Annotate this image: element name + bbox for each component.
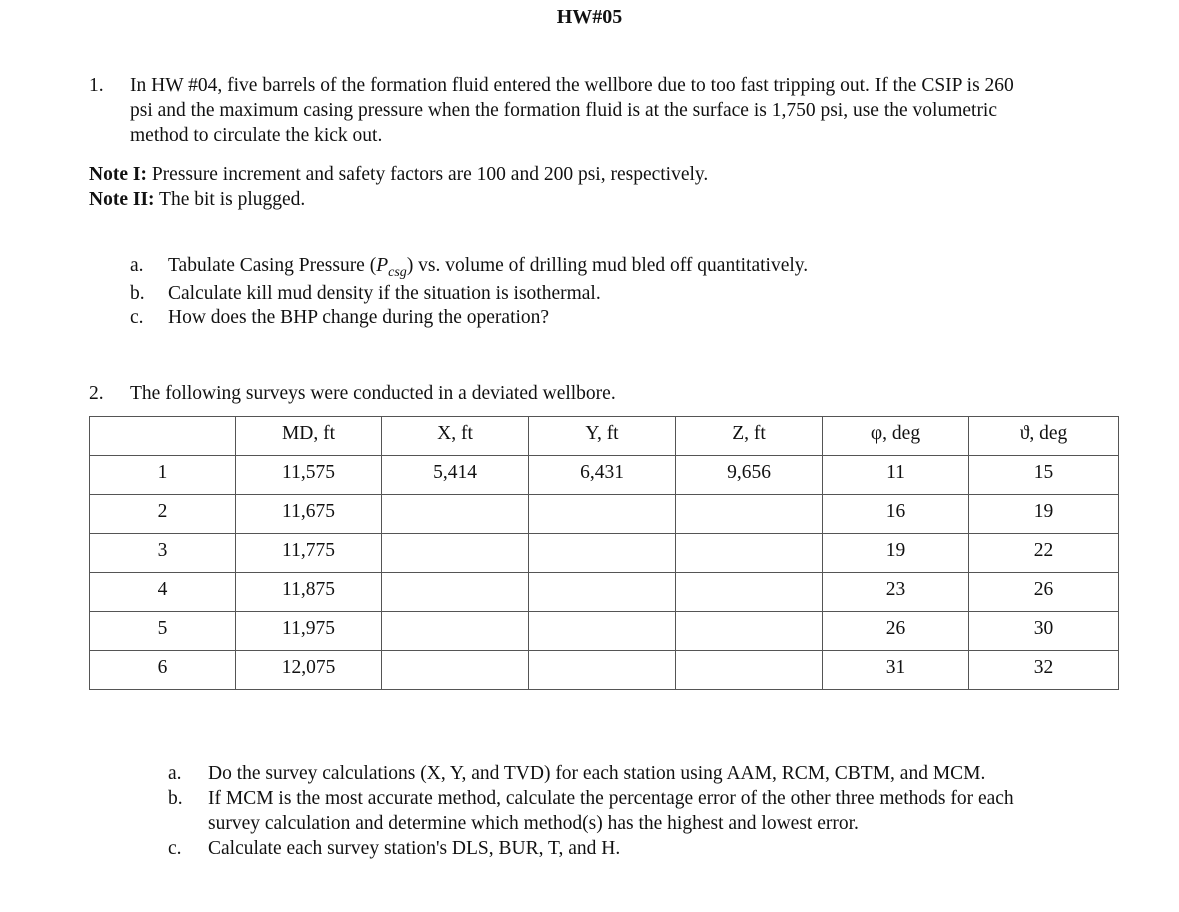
question-2-intro: The following surveys were conducted in a deviated wellbore.: [130, 383, 616, 404]
cell-z: [676, 573, 823, 612]
note-2-label: Note II:: [89, 189, 155, 210]
question-1-line-1: In HW #04, five barrels of the formation fluid entered the wellbore due to too fast tripping out. If the CSIP is 260: [130, 75, 1014, 96]
table-row: [90, 573, 1119, 612]
header-x: X, ft: [382, 417, 529, 456]
header-azimuth: ϑ, deg: [969, 417, 1119, 456]
cell-inclination: 31: [823, 651, 969, 690]
cell-x: [382, 495, 529, 534]
cell-z: [676, 534, 823, 573]
cell-station: 3: [90, 534, 236, 573]
question-1-line-3: method to circulate the kick out.: [130, 125, 383, 146]
cell-azimuth: 32: [969, 651, 1119, 690]
cell-station: 2: [90, 495, 236, 534]
header-station: [90, 417, 236, 456]
note-2-text: The bit is plugged.: [154, 189, 306, 210]
q1-item-c-letter: c.: [130, 307, 144, 328]
table-row: [90, 495, 1119, 534]
note-1: [89, 163, 708, 187]
cell-md: 11,975: [236, 612, 382, 651]
note-1-label: Note I:: [89, 164, 147, 185]
cell-inclination: 11: [823, 456, 969, 495]
question-2-number: 2.: [89, 383, 104, 404]
q2-item-b-line-2: survey calculation and determine which method(s) has the highest and lowest error.: [208, 813, 859, 834]
cell-y: [529, 495, 676, 534]
cell-y: [529, 612, 676, 651]
cell-azimuth: 26: [969, 573, 1119, 612]
question-1-line-2: psi and the maximum casing pressure when the formation fluid is at the surface is 1,750 psi, use the volumetric: [130, 100, 998, 121]
q1-item-a-text-before: Tabulate Casing Pressure (: [168, 255, 377, 276]
cell-z: [676, 651, 823, 690]
header-inclination: φ, deg: [823, 417, 969, 456]
cell-x: [382, 573, 529, 612]
cell-inclination: 23: [823, 573, 969, 612]
table-row: [90, 534, 1119, 573]
table-row: [90, 456, 1119, 495]
cell-md: 11,675: [236, 495, 382, 534]
question-1-number: 1.: [89, 75, 104, 96]
cell-azimuth: 15: [969, 456, 1119, 495]
q2-item-b-letter: b.: [168, 788, 183, 809]
cell-x: [382, 534, 529, 573]
cell-md: 12,075: [236, 651, 382, 690]
cell-y: [529, 651, 676, 690]
cell-z: 9,656: [676, 456, 823, 495]
header-y: Y, ft: [529, 417, 676, 456]
cell-inclination: 19: [823, 534, 969, 573]
table-row: [90, 651, 1119, 690]
q1-item-a-text: [168, 254, 808, 285]
header-md: MD, ft: [236, 417, 382, 456]
q2-item-c-letter: c.: [168, 838, 182, 859]
cell-z: [676, 612, 823, 651]
cell-md: 11,575: [236, 456, 382, 495]
casing-pressure-symbol: P: [376, 255, 389, 276]
cell-station: 6: [90, 651, 236, 690]
cell-y: [529, 573, 676, 612]
cell-azimuth: 30: [969, 612, 1119, 651]
casing-pressure-subscript: csg: [388, 264, 407, 280]
cell-z: [676, 495, 823, 534]
cell-y: [529, 534, 676, 573]
q2-item-a-line-1: Do the survey calculations (X, Y, and TVD) for each station using AAM, RCM, CBTM, and MCM.: [208, 763, 986, 784]
note-1-text: Pressure increment and safety factors are 100 and 200 psi, respectively.: [146, 164, 709, 185]
cell-station: 1: [90, 456, 236, 495]
table-header-row: [90, 417, 1119, 456]
cell-md: 11,875: [236, 573, 382, 612]
cell-azimuth: 22: [969, 534, 1119, 573]
cell-inclination: 16: [823, 495, 969, 534]
note-2: [89, 188, 305, 212]
q1-item-b-letter: b.: [130, 283, 145, 304]
survey-table: [89, 416, 1119, 690]
cell-azimuth: 19: [969, 495, 1119, 534]
cell-x: [382, 612, 529, 651]
cell-inclination: 26: [823, 612, 969, 651]
page-title: HW#05: [556, 6, 623, 28]
q2-item-a-letter: a.: [168, 763, 182, 784]
q1-item-c-text: How does the BHP change during the operation?: [168, 307, 550, 328]
q2-item-b-line-1: If MCM is the most accurate method, calculate the percentage error of the other three methods for each: [208, 788, 1014, 809]
q1-item-a-text-after: ) vs. volume of drilling mud bled off quantitatively.: [406, 255, 809, 276]
cell-md: 11,775: [236, 534, 382, 573]
q1-item-b-text: Calculate kill mud density if the situation is isothermal.: [168, 283, 601, 304]
cell-station: 5: [90, 612, 236, 651]
q1-item-a-letter: a.: [130, 255, 144, 276]
cell-x: 5,414: [382, 456, 529, 495]
cell-station: 4: [90, 573, 236, 612]
cell-x: [382, 651, 529, 690]
table-row: [90, 612, 1119, 651]
header-z: Z, ft: [676, 417, 823, 456]
cell-y: 6,431: [529, 456, 676, 495]
q2-item-c-line-1: Calculate each survey station's DLS, BUR, T, and H.: [208, 838, 621, 859]
